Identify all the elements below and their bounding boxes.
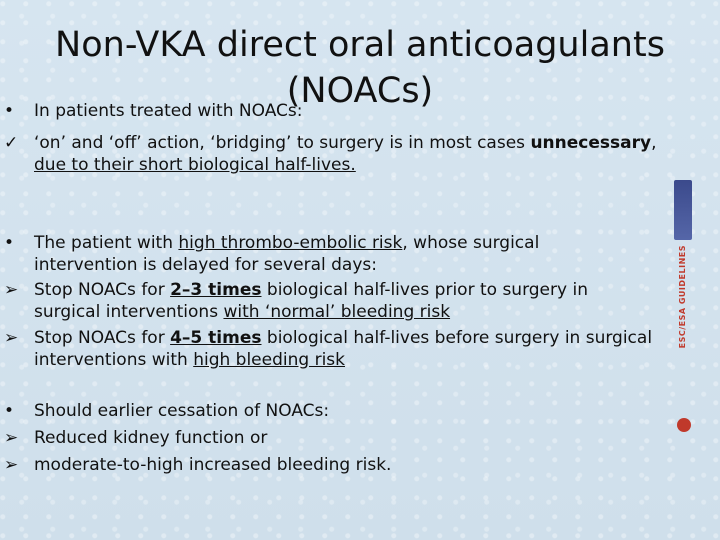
underline-thrombo-risk: high thrombo-embolic risk [178,233,403,253]
section2-item1-line2: surgical interventions with ‘normal’ bleeding risk [34,302,451,322]
section2-item2-line2: interventions with high bleeding risk [34,350,345,370]
section1-check-line2: due to their short biological half-lives. [34,155,356,175]
esa-logo [674,180,692,240]
check-marker: ✓ [4,133,19,153]
arrow-marker: ➢ [4,280,19,300]
emphasis-unnecessary: unnecessary [530,133,652,153]
bullet-marker: • [4,401,15,421]
esc-heart-logo-icon [677,418,691,432]
guidelines-label: ESC/ESA GUIDELINES [678,245,687,349]
arrow-marker: ➢ [4,455,19,475]
bullet-marker: • [4,101,15,121]
emphasis-2-3-times: 2–3 times [170,280,262,300]
section3-item2: moderate-to-high increased bleeding risk. [34,455,392,475]
section1-check-line1: ‘on’ and ‘off’ action, ‘bridging’ to surgery is in most cases unnecessary, [34,133,657,153]
bullet-marker: • [4,233,15,253]
emphasis-4-5-times: 4–5 times [170,328,262,348]
arrow-marker: ➢ [4,328,19,348]
page-title: Non-VKA direct oral anticoagulants (NOACs) [55,25,665,111]
section2-bullet-line1: The patient with high thrombo-embolic risk, whose surgical [34,233,540,253]
section1-bullet-text: In patients treated with NOACs: [34,101,303,121]
section2-item1-line1: Stop NOACs for 2–3 times biological half-lives prior to surgery in [34,280,588,300]
section2-item2-line1: Stop NOACs for 4–5 times biological half-lives before surgery in surgical [34,328,653,348]
section3-item1: Reduced kidney function or [34,428,268,448]
section2-bullet-line2: intervention is delayed for several days: [34,255,377,275]
arrow-marker: ➢ [4,428,19,448]
section3-bullet-text: Should earlier cessation of NOACs: [34,401,330,421]
